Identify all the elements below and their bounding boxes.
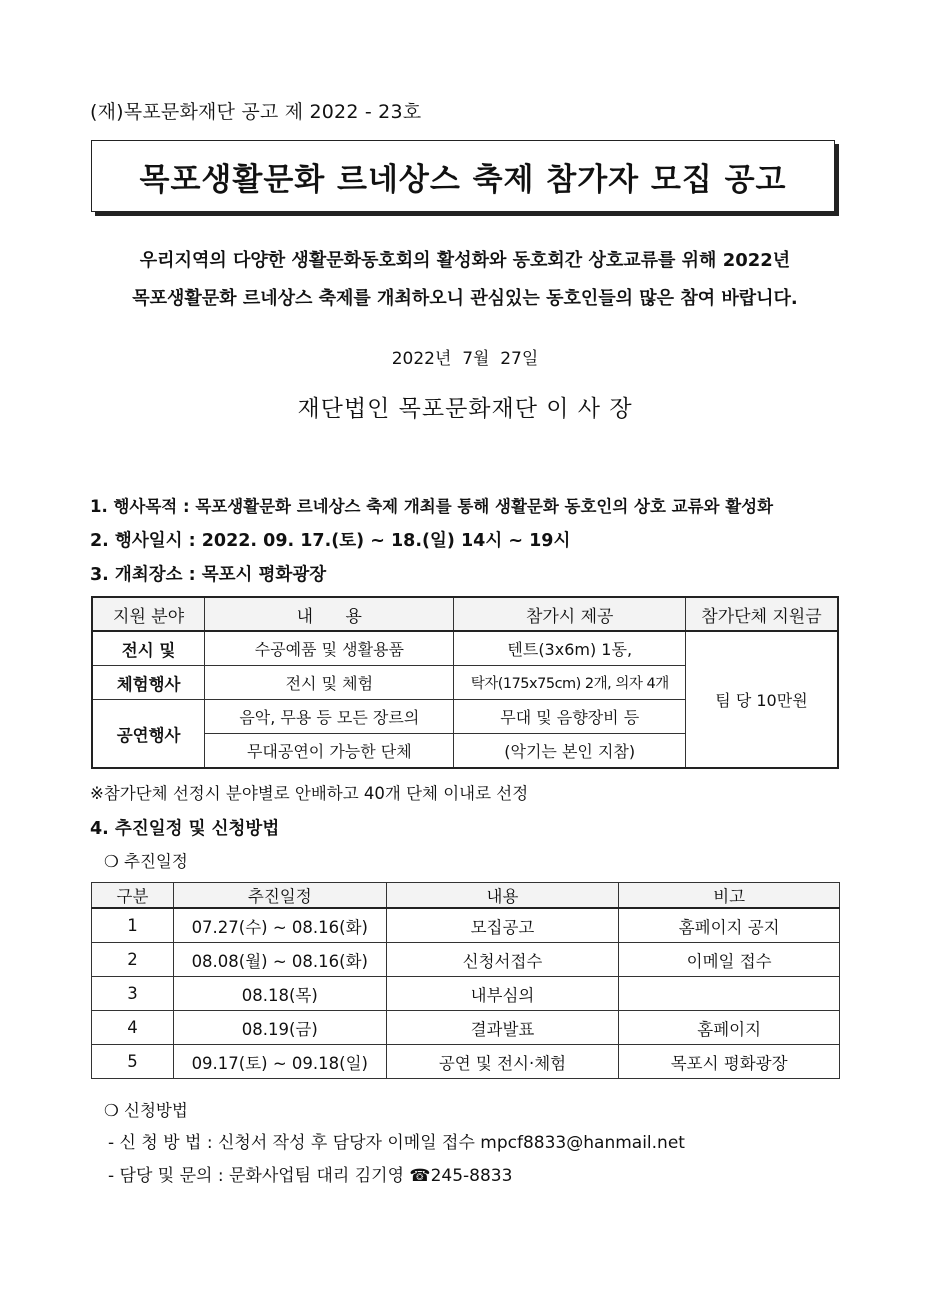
apply-heading: ❍ 신청방법	[104, 1101, 188, 1120]
category-cell: 체험행사	[92, 666, 205, 700]
schedule-table	[91, 882, 840, 1079]
category-cell: 공연행사	[92, 700, 205, 769]
notice-date: 2022년 7월 27일	[391, 349, 539, 369]
schedule-cell: 08.19(금)	[173, 1011, 386, 1045]
content-cell: 내부심의	[386, 977, 619, 1011]
row-number: 4	[92, 1011, 174, 1045]
table-row	[92, 977, 840, 1011]
contact-info: - 담당 및 문의 : 문화사업팀 대리 김기영 ☎245-8833	[108, 1166, 513, 1186]
item-schedule: 2. 행사일시 : 2022. 09. 17.(토) ~ 18.(일) 14시 ~ 19시	[90, 531, 571, 551]
header-cell: 구분	[92, 883, 174, 909]
issuer: 재단법인 목포문화재단 이 사 장	[297, 396, 633, 422]
remark-cell: 목포시 평화광장	[619, 1045, 840, 1079]
header-cell: 내 용	[205, 597, 454, 631]
content-cell: 음악, 무용 등 모든 장르의	[205, 700, 454, 734]
grant-cell: 팀 당 10만원	[685, 631, 838, 768]
content-cell: 공연 및 전시·체험	[386, 1045, 619, 1079]
content-cell: 수공예품 및 생활용품	[205, 631, 454, 666]
content-cell: 결과발표	[386, 1011, 619, 1045]
row-number: 2	[92, 943, 174, 977]
remark-cell: 홈페이지	[619, 1011, 840, 1045]
provided-cell: 무대 및 음향장비 등	[454, 700, 685, 734]
remark-cell: 이메일 접수	[619, 943, 840, 977]
row-number: 1	[92, 908, 174, 943]
content-cell: 모집공고	[386, 908, 619, 943]
remark-cell	[619, 977, 840, 1011]
provided-cell: 텐트(3x6m) 1동,	[454, 631, 685, 666]
row-number: 3	[92, 977, 174, 1011]
remark-cell: 홈페이지 공지	[619, 908, 840, 943]
item-venue: 3. 개최장소 : 목포시 평화광장	[90, 565, 327, 585]
table-row	[92, 1011, 840, 1045]
support-table	[91, 596, 839, 769]
selection-note: ※참가단체 선정시 분야별로 안배하고 40개 단체 이내로 선정	[90, 784, 529, 803]
table-row	[92, 1045, 840, 1079]
category-cell: 전시 및	[92, 631, 205, 666]
table-row	[92, 943, 840, 977]
page-title: 목포생활문화 르네상스 축제 참가자 모집 공고	[139, 161, 787, 198]
support-table-header	[92, 597, 838, 631]
header-cell: 참가시 제공	[454, 597, 685, 631]
apply-method: - 신 청 방 법 : 신청서 작성 후 담당자 이메일 접수 mpcf8833@hanmail.net	[108, 1133, 685, 1153]
schedule-table-header	[92, 883, 840, 909]
content-cell: 신청서접수	[386, 943, 619, 977]
header-cell: 참가단체 지원금	[685, 597, 838, 631]
intro-line-1: 우리지역의 다양한 생활문화동호회의 활성화와 동호회간 상호교류를 위해 2022년	[139, 250, 791, 271]
schedule-cell: 08.08(월) ~ 08.16(화)	[173, 943, 386, 977]
content-cell: 무대공연이 가능한 단체	[205, 734, 454, 769]
table-row	[92, 631, 838, 666]
provided-cell: 탁자(175x75cm) 2개, 의자 4개	[454, 666, 685, 700]
row-number: 5	[92, 1045, 174, 1079]
schedule-cell: 08.18(목)	[173, 977, 386, 1011]
notice-number: (재)목포문화재단 공고 제 2022 - 23호	[90, 101, 422, 123]
header-cell: 비고	[619, 883, 840, 909]
content-cell: 전시 및 체험	[205, 666, 454, 700]
section-4-title: 4. 추진일정 및 신청방법	[90, 819, 280, 839]
schedule-heading: ❍ 추진일정	[104, 852, 188, 871]
header-cell: 추진일정	[173, 883, 386, 909]
title-box	[91, 140, 835, 212]
header-cell: 내용	[386, 883, 619, 909]
provided-cell: (악기는 본인 지참)	[454, 734, 685, 769]
item-purpose: 1. 행사목적 : 목포생활문화 르네상스 축제 개최를 통해 생활문화 동호인의 상호 교류와 활성화	[90, 497, 774, 516]
table-row	[92, 908, 840, 943]
schedule-cell: 07.27(수) ~ 08.16(화)	[173, 908, 386, 943]
header-cell: 지원 분야	[92, 597, 205, 631]
intro-line-2: 목포생활문화 르네상스 축제를 개최하오니 관심있는 동호인들의 많은 참여 바랍니다.	[132, 288, 798, 309]
schedule-cell: 09.17(토) ~ 09.18(일)	[173, 1045, 386, 1079]
